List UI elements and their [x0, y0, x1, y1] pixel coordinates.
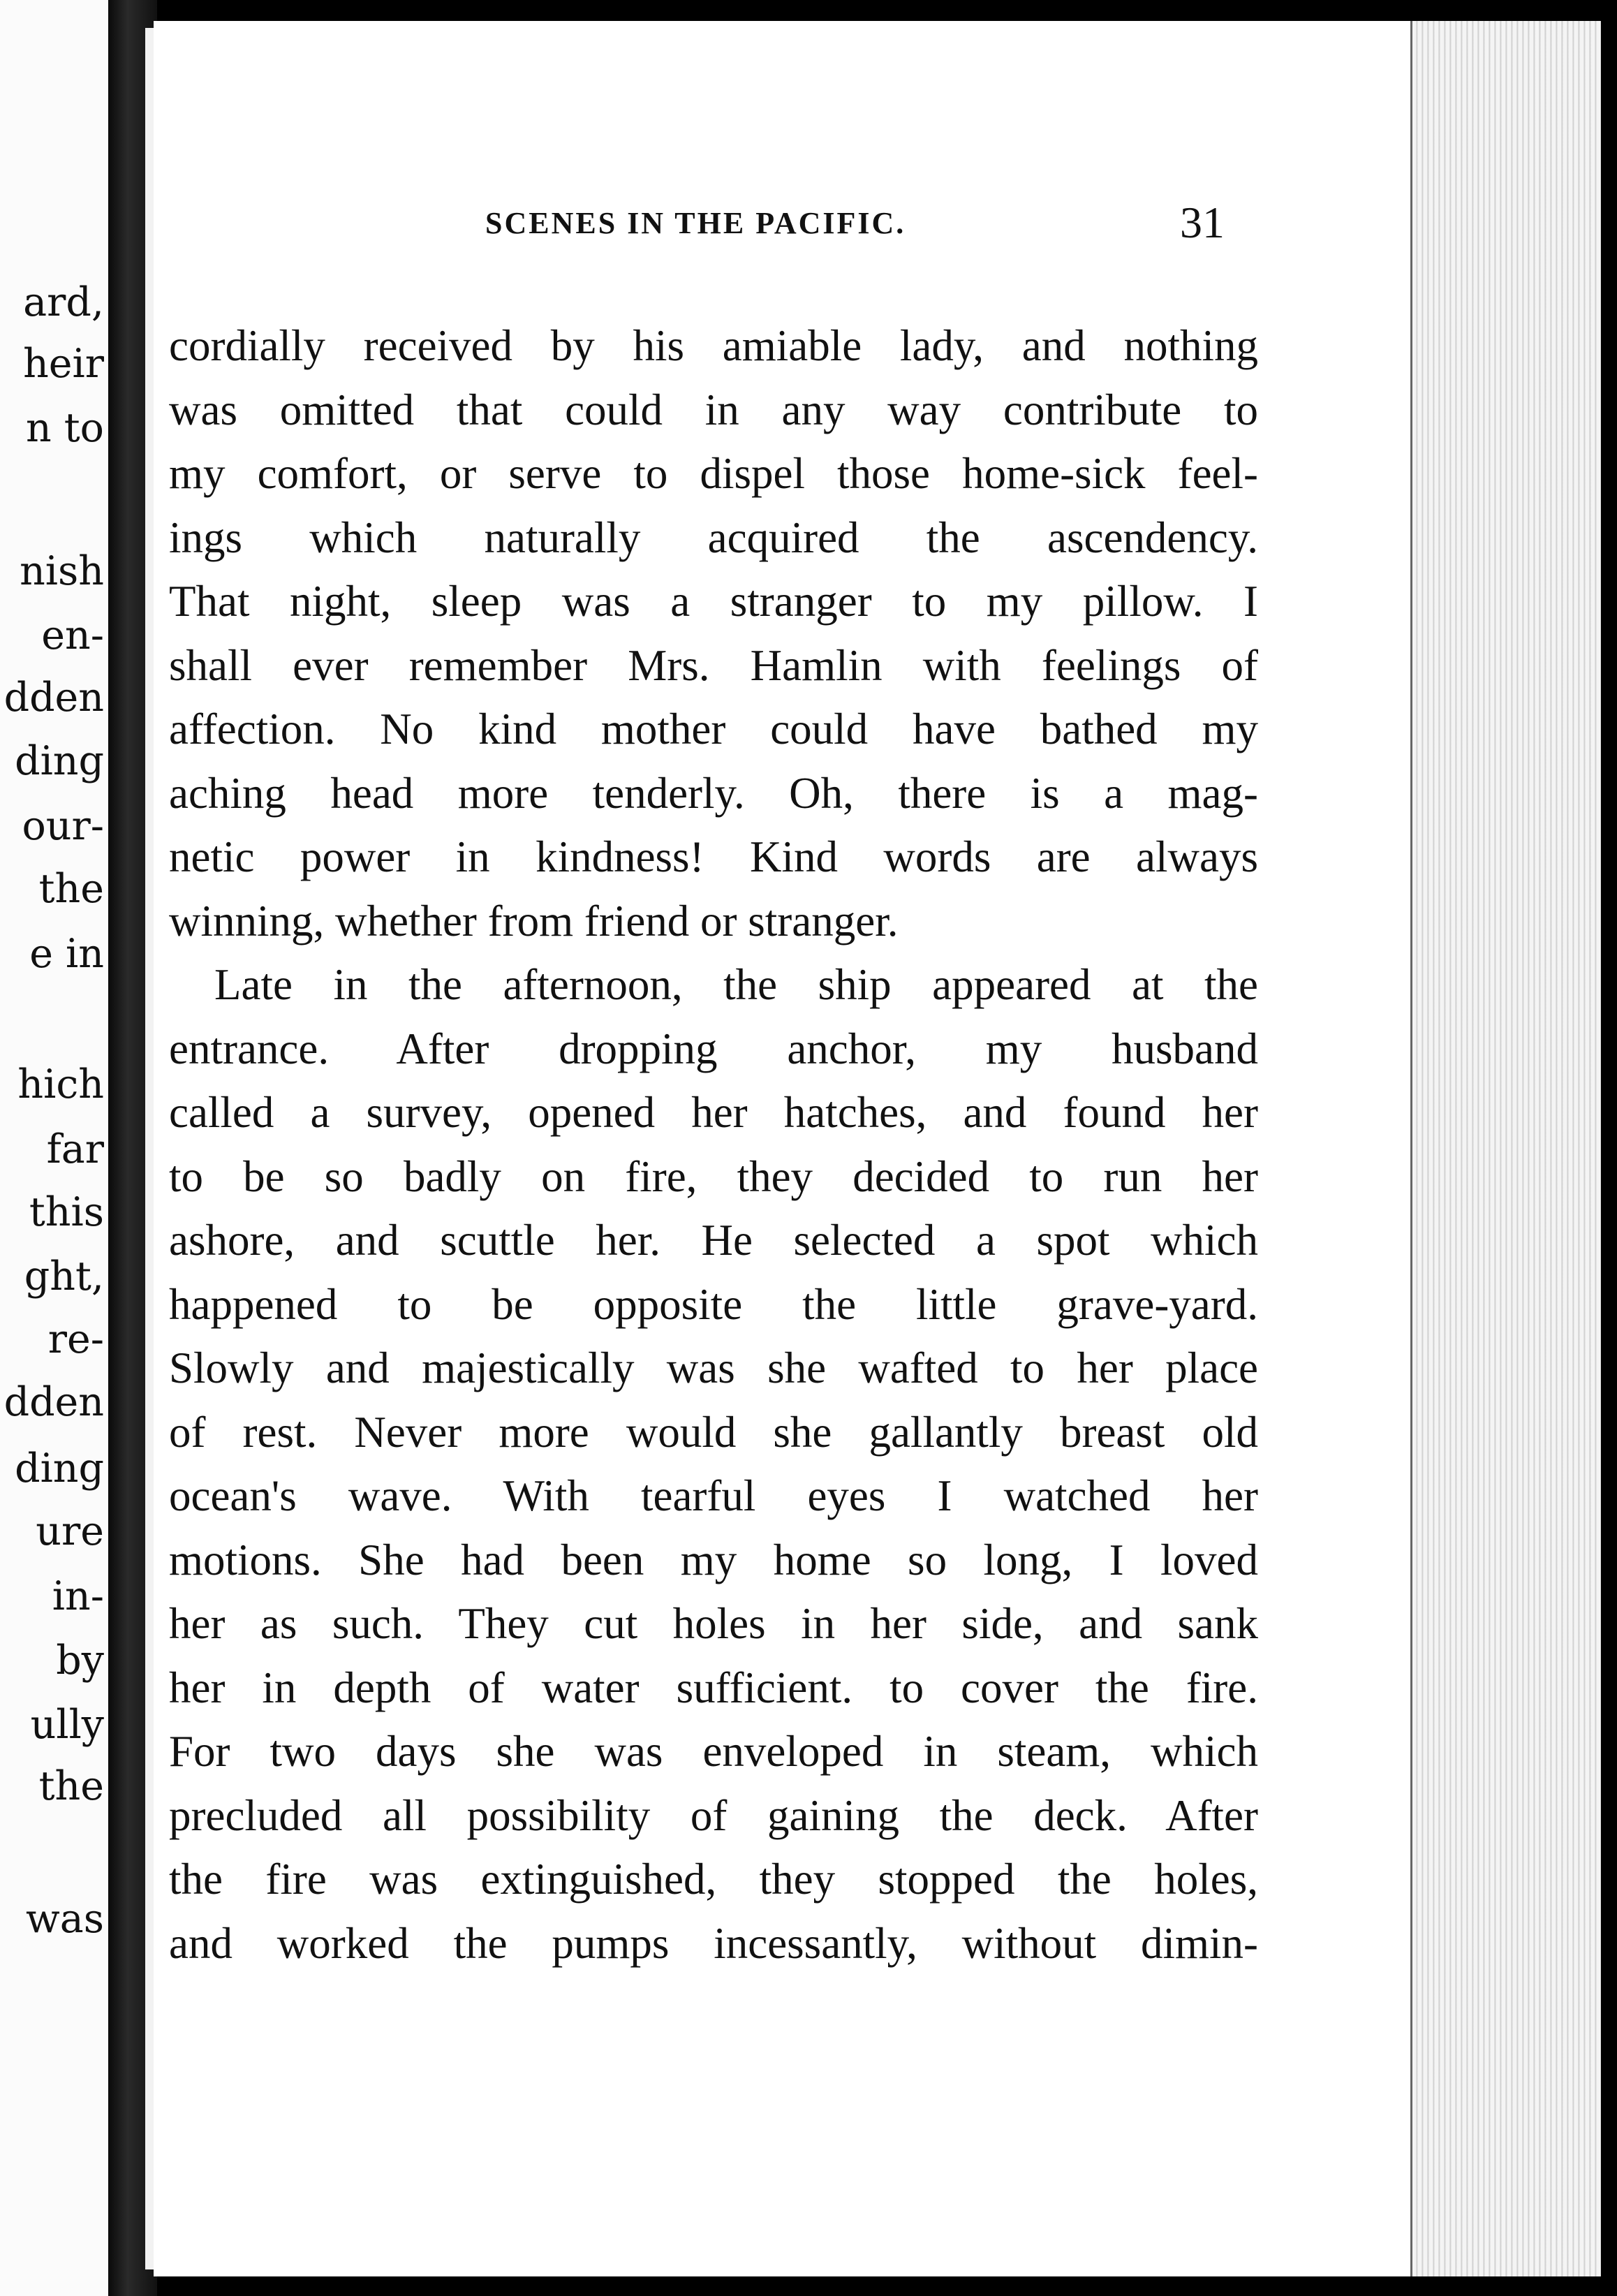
text-line: my comfort, or serve to dispel those home-sick feel-	[169, 449, 1258, 498]
text-line: aching head more tenderly. Oh, there is a mag-	[169, 768, 1258, 818]
text-line: ashore, and scuttle her. He selected a spot which	[169, 1216, 1258, 1265]
left-page-fragment: en-	[41, 612, 104, 658]
text-line: affection. No kind mother could have bathed my	[169, 705, 1258, 753]
page	[154, 21, 1410, 2276]
text-line: cordially received by his amiable lady, and nothing	[169, 321, 1258, 370]
page-number: 31	[1180, 198, 1225, 247]
text-line: her in depth of water sufficient. to cover the fire.	[169, 1663, 1258, 1712]
left-page-fragment: our-	[22, 803, 104, 849]
left-page-fragment: dden	[3, 1379, 104, 1425]
body-text	[169, 314, 1258, 1975]
text-line: Slowly and majestically was she wafted to her place	[169, 1344, 1258, 1392]
previous-page-fragment	[0, 0, 108, 2296]
text-line: her as such. They cut holes in her side, and sank	[169, 1599, 1258, 1648]
text-line: happened to be opposite the little grave-yard.	[169, 1279, 1258, 1329]
left-page-fragment: ure	[36, 1508, 104, 1554]
text-line: motions. She had been my home so long, I loved	[169, 1535, 1258, 1584]
left-page-fragment: dden	[3, 675, 104, 721]
text-line: ocean's wave. With tearful eyes I watched her	[169, 1471, 1258, 1520]
text-line: entrance. After dropping anchor, my husband	[169, 1024, 1258, 1073]
left-page-fragment: ding	[15, 738, 104, 784]
left-page-fragment: ard,	[23, 279, 104, 325]
left-page-fragment: by	[56, 1638, 104, 1684]
text-line: the fire was extinguished, they stopped the holes,	[169, 1855, 1258, 1904]
left-page-fragment: the	[38, 866, 104, 912]
text-line: was omitted that could in any way contribute to	[169, 385, 1258, 434]
left-page-fragment: n to	[25, 405, 104, 451]
left-page-fragment: this	[29, 1189, 104, 1235]
text-line: winning, whether from friend or stranger.	[169, 896, 899, 945]
left-page-fragment: nish	[20, 548, 104, 594]
left-page-fragment: ght,	[24, 1253, 104, 1300]
text-line: shall ever remember Mrs. Hamlin with feelings of	[169, 640, 1258, 690]
text-line: That night, sleep was a stranger to my pillow. I	[169, 577, 1258, 626]
text-line: ings which naturally acquired the ascendency.	[169, 513, 1258, 562]
text-line: precluded all possibility of gaining the deck. After	[169, 1790, 1258, 1840]
left-page-fragment: in-	[52, 1573, 104, 1619]
left-page-fragment: far	[46, 1126, 104, 1172]
left-page-fragment: was	[25, 1896, 104, 1942]
left-page-fragment: the	[38, 1763, 104, 1809]
left-page-fragment: ding	[15, 1445, 104, 1492]
text-line: For two days she was enveloped in steam, which	[169, 1727, 1258, 1776]
left-page-fragment: re-	[47, 1316, 104, 1362]
left-page-fragment: heir	[23, 341, 104, 387]
text-line: Late in the afternoon, the ship appeared at the	[214, 960, 1258, 1009]
left-page-fragment: hich	[17, 1061, 104, 1107]
text-line: of rest. Never more would she gallantly breast old	[169, 1407, 1258, 1457]
text-line: netic power in kindness! Kind words are always	[169, 832, 1258, 881]
page-edge	[145, 28, 154, 2269]
text-line: and worked the pumps incessantly, without dimin-	[169, 1918, 1258, 1968]
text-line: to be so badly on fire, they decided to run her	[169, 1151, 1258, 1201]
left-page-fragment: e in	[29, 931, 104, 977]
left-page-fragment: ully	[30, 1702, 104, 1748]
stacked-page-edges	[1410, 21, 1601, 2276]
text-line: called a survey, opened her hatches, and found her	[169, 1088, 1258, 1137]
running-head: SCENES IN THE PACIFIC.	[485, 206, 906, 240]
